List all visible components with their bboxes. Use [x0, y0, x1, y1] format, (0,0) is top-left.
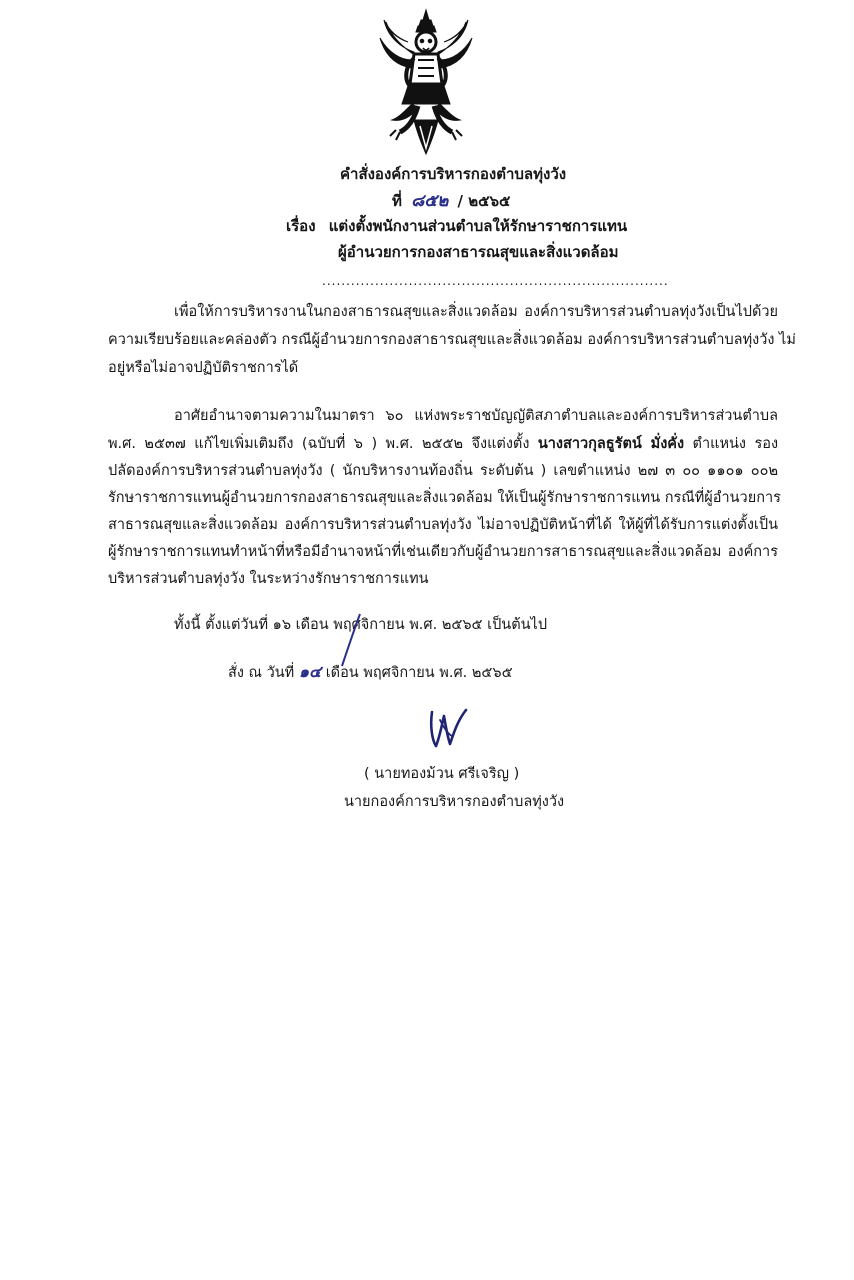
order-number-handwritten: ๘๕๒ [411, 191, 449, 211]
paragraph-2-line-1: อาศัยอำนาจตามความในมาตรา ๖๐ แห่งพระราชบัญญัติสภาตำบลและองค์การบริหารส่วนตำบล [174, 408, 778, 424]
paragraph-2-line-6: ผู้รักษาราชการแทนทำหน้าที่หรือมีอำนาจหน้าที่เช่นเดียวกับผู้อำนวยการสาธารณสุขและสิ่งแวดล้อม องค์การ [108, 544, 778, 560]
paragraph-1-line-3: อยู่หรือไม่อาจปฏิบัติราชการได้ [108, 360, 299, 376]
appointee-name: นางสาวกุลธูรัตน์ มั่งคั่ง [537, 436, 685, 452]
signatory-position: นายกองค์การบริหารกองตำบลทุ่งวัง [344, 794, 565, 810]
garuda-emblem-icon [374, 8, 478, 156]
paragraph-2-line-2 [108, 432, 778, 455]
effective-date-line: ทั้งนี้ ตั้งแต่วันที่ ๑๖ เดือน พฤศจิกายน พ.ศ. ๒๕๖๕ เป็นต้นไป [174, 617, 548, 633]
subject-text-1: แต่งตั้งพนักงานส่วนตำบลให้รักษาราชการแทน [328, 217, 628, 235]
paragraph-2-line-3: ปลัดองค์การบริหารส่วนตำบลทุ่งวัง ( นักบริหารงานท้องถิ่น ระดับต้น ) เลขตำแหน่ง ๒๗ ๓ ๐๐ ๑๑๐๑ ๐๐๒ [108, 463, 778, 479]
divider-dots: ........................................................................ [322, 274, 669, 288]
ordered-date-line [228, 660, 513, 685]
paragraph-2-line-4: รักษาราชการแทนผู้อำนวยการกองสาธารณสุขและสิ่งแวดล้อม ให้เป็นผู้รักษาราชการแทน กรณีที่ผู้อำนวยการ [108, 490, 781, 506]
order-number-line [392, 187, 510, 214]
subject-label: เรื่อง [286, 217, 316, 235]
order-number-year: / ๒๕๖๕ [457, 192, 511, 210]
paragraph-1-line-2: ความเรียบร้อยและคล่องตัว กรณีผู้อำนวยการกองสาธารณสุขและสิ่งแวดล้อม องค์การบริหารส่วนตำบลทุ่งวัง ไม่ [108, 332, 796, 348]
signatory-name: ( นายทองม้วน ศรีเจริญ ) [364, 766, 520, 782]
paragraph-2-line-5: สาธารณสุขและสิ่งแวดล้อม องค์การบริหารส่วนตำบลทุ่งวัง ไม่อาจปฏิบัติหน้าที่ได้ ให้ผู้ที่ได้รับการแต่งตั้งเป็น [108, 517, 778, 533]
subject-line-1 [286, 214, 627, 238]
order-number-prefix: ที่ [392, 192, 402, 210]
ordered-day-handwritten: ๑๔ [298, 662, 322, 681]
order-title: คำสั่งองค์การบริหารกองตำบลทุ่งวัง [340, 165, 567, 183]
subject-text-2: ผู้อำนวยการกองสาธารณสุขและสิ่งแวดล้อม [338, 243, 619, 261]
ordered-date-prefix: สั่ง ณ วันที่ [228, 665, 295, 681]
ordered-date-suffix: เดือน พฤศจิกายน พ.ศ. ๒๕๖๕ [325, 665, 513, 681]
paragraph-1-line-1: เพื่อให้การบริหารงานในกองสาธารณสุขและสิ่งแวดล้อม องค์การบริหารส่วนตำบลทุ่งวังเป็นไปด้วย [174, 304, 778, 320]
paragraph-2-line-7: บริหารส่วนตำบลทุ่งวัง ในระหว่างรักษาราชการแทน [108, 571, 429, 587]
paragraph-2-line-2-a: พ.ศ. ๒๕๓๗ แก้ไขเพิ่มเติมถึง (ฉบับที่ ๖ ) พ.ศ. ๒๕๕๒ จึงแต่งตั้ง [108, 436, 530, 452]
handwritten-signature [426, 706, 472, 750]
paragraph-2-line-2-b: ตำแหน่ง รอง [692, 436, 779, 452]
